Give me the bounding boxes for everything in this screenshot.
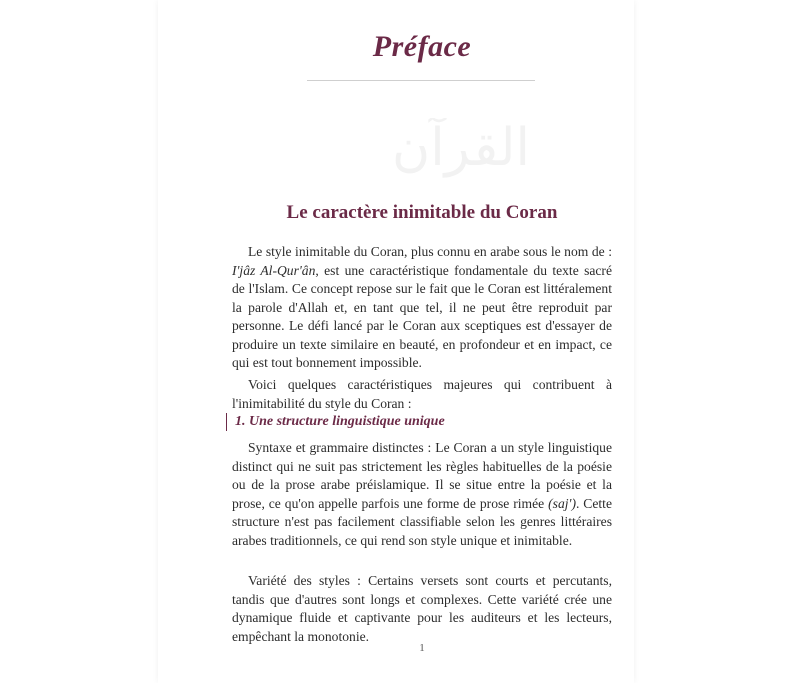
subheading-linguistic-structure: 1. Une structure linguistique unique bbox=[226, 413, 445, 431]
chapter-title: Préface bbox=[372, 30, 472, 63]
arabic-calligraphy-watermark: القرآن bbox=[392, 118, 530, 178]
paragraph-intro-term: I'jâz Al-Qur'ân bbox=[232, 262, 316, 278]
paragraph-list-intro-text: Voici quelques caractéristiques majeures qui contribuent à l'inimitabilité du style du Coran : bbox=[232, 377, 612, 411]
paragraph-syntax-term: (saj') bbox=[548, 495, 576, 511]
paragraph-syntax-lead: Syntaxe et grammaire distinctes : Le Coran a un style linguistique distinct qui ne suit pas strictement les règles habituelles de la poésie ou de la prose arabe préislamique. Il se situe entre la poésie et la prose, ce qu'on appelle parfois une forme de prose rimée bbox=[232, 440, 612, 511]
paragraph-intro bbox=[232, 243, 612, 373]
paragraph-intro-lead: Le style inimitable du Coran, plus connu en arabe sous le nom de : bbox=[248, 244, 612, 259]
page-content bbox=[232, 0, 612, 683]
paragraph-list-intro bbox=[232, 376, 612, 413]
section-title: Le caractère inimitable du Coran bbox=[286, 202, 558, 223]
paragraph-syntax bbox=[232, 439, 612, 550]
title-divider bbox=[307, 80, 535, 81]
paragraph-styles bbox=[232, 572, 612, 646]
page-number: 1 bbox=[419, 642, 425, 654]
paragraph-syntax-rest: . Cette structure n'est pas facilement classifiable selon les genres littéraires arabes traditionnels, ce qui rend son style unique et inimitable. bbox=[232, 495, 612, 548]
paragraph-intro-rest: , est une caractéristique fondamentale du texte sacré de l'Islam. Ce concept repose sur le fait que le Coran est littéralement la parole d'Allah et, en tant que tel, il ne peut être reproduit par personne. Le défi lancé par le Coran aux sceptiques est d'essayer de produire un texte similaire en beauté, en profondeur et en impact, ce qui est tout bonnement impossible. bbox=[232, 262, 612, 370]
paragraph-styles-text: Variété des styles : Certains versets sont courts et percutants, tandis que d'autres sont longs et complexes. Cette variété crée une dynamique fluide et captivante pour les auditeurs et les lecteurs, empêchant la monotonie. bbox=[232, 573, 612, 644]
